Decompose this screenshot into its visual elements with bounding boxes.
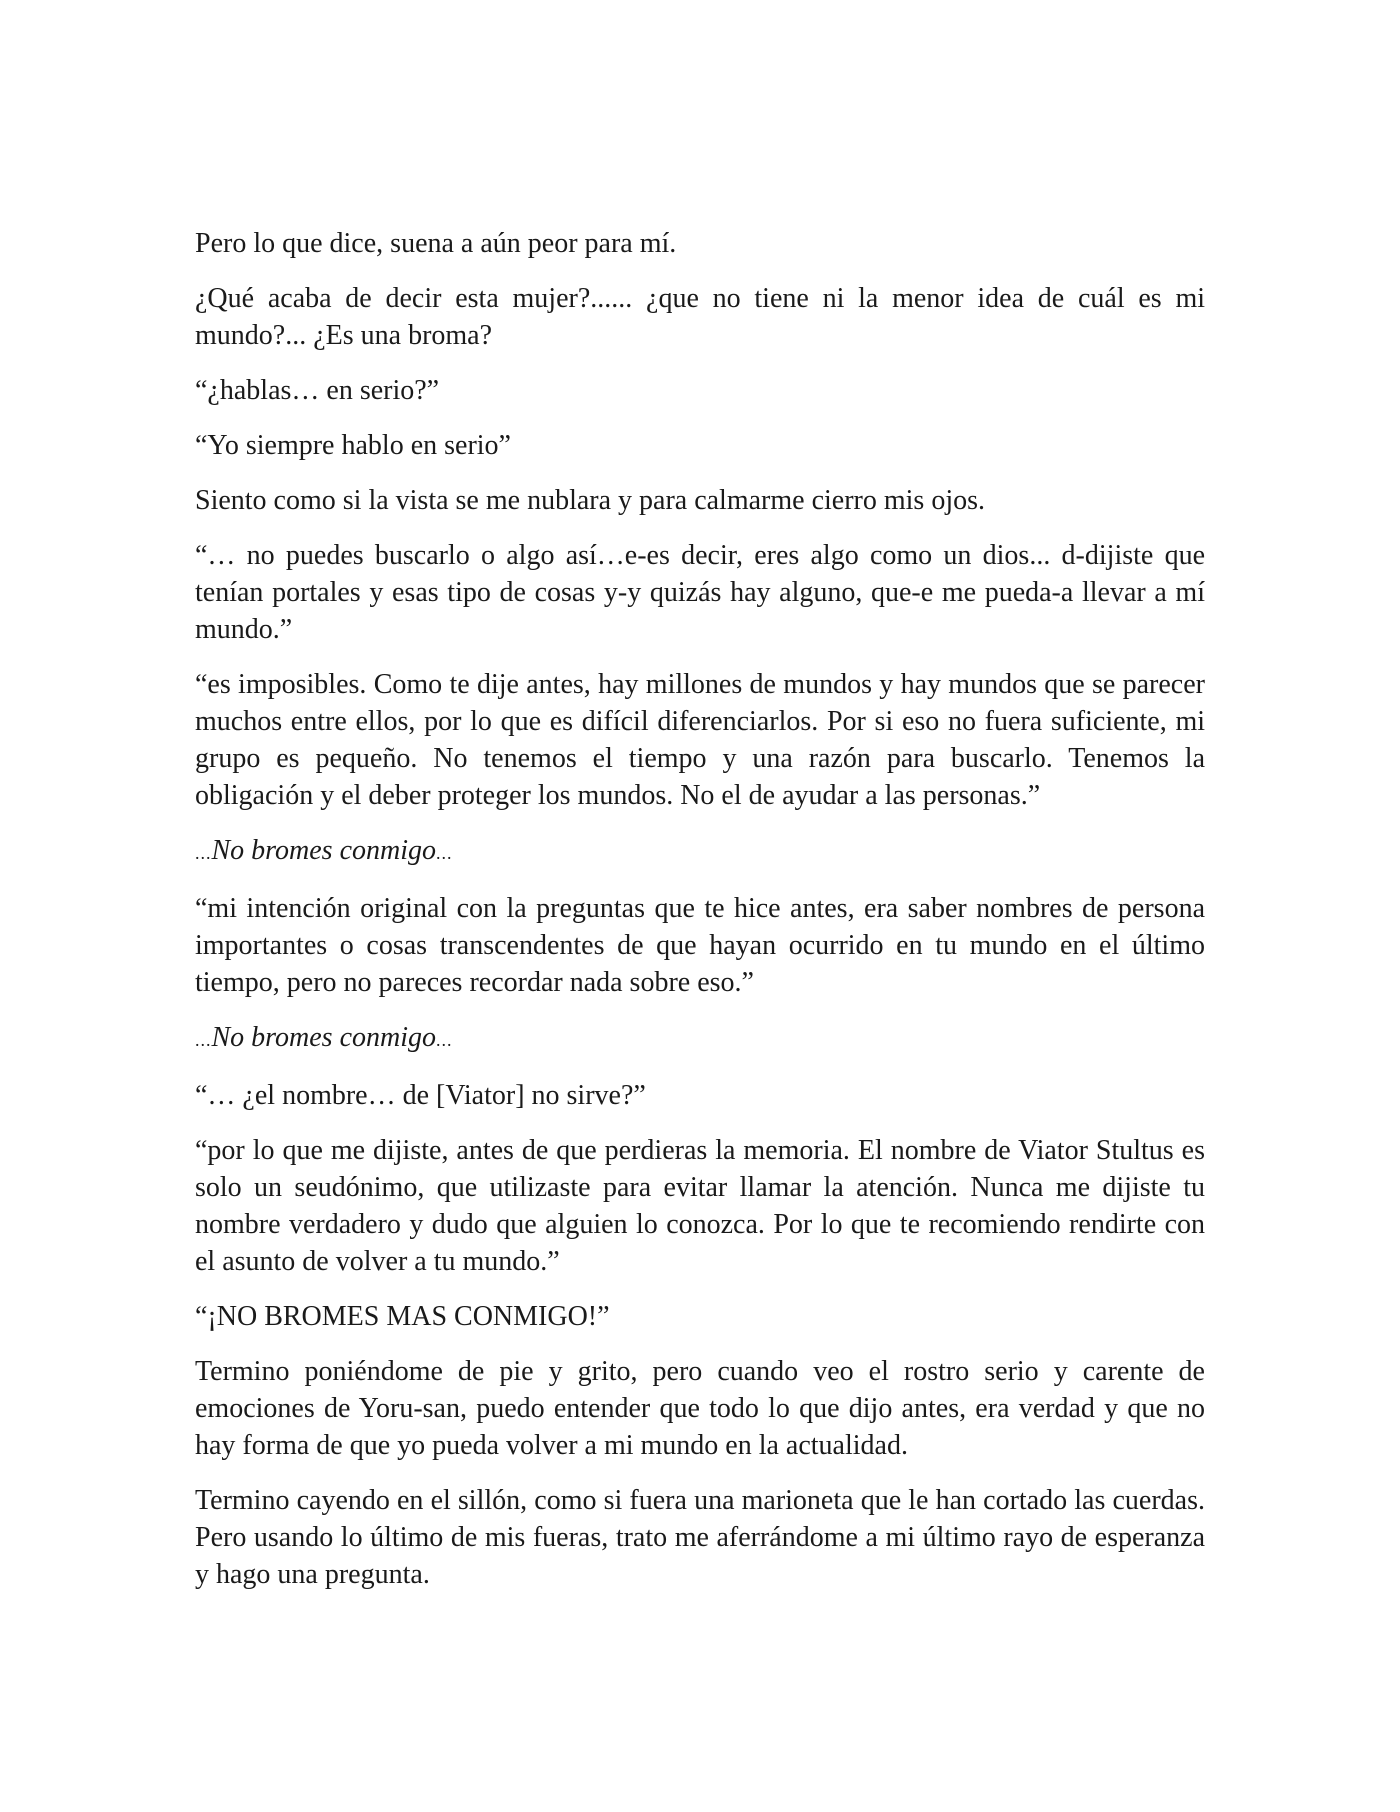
paragraph-11: “… ¿el nombre… de [Viator] no sirve?” xyxy=(195,1080,646,1111)
paragraph-9: “mi intención original con la preguntas que te hice antes, era saber nombres de persona importantes o cosas transcendentes de que hayan ocurrido en tu mundo en el último tiempo, pero no pareces recordar nada sobre eso.” xyxy=(195,893,1205,998)
paragraph-13: “¡NO BROMES MAS CONMIGO!” xyxy=(195,1301,610,1332)
inner-thought-2 xyxy=(195,1019,1205,1059)
paragraph-6: “… no puedes buscarlo o algo así…e-es decir, eres algo como un dios... d-dijiste que tenían portales y esas tipo de cosas y-y quizás hay alguno, que-e me pueda-a llevar a mí mundo.” xyxy=(195,540,1205,645)
inner-thought-1 xyxy=(195,832,1205,872)
paragraph-14: Termino poniéndome de pie y grito, pero cuando veo el rostro serio y carente de emociones de Yoru-san, puedo entender que todo lo que dijo antes, era verdad y que no hay forma de que yo pueda volver a mi mundo en la actualidad. xyxy=(195,1356,1205,1461)
paragraph-4: “Yo siempre hablo en serio” xyxy=(195,430,511,461)
paragraph-2: ¿Qué acaba de decir esta mujer?...... ¿que no tiene ni la menor idea de cuál es mi mundo?... ¿Es una broma? xyxy=(195,283,1205,351)
paragraph-5: Siento como si la vista se me nublara y para calmarme cierro mis ojos. xyxy=(195,485,985,516)
paragraph-3: “¿hablas… en serio?” xyxy=(195,375,440,406)
inner-thought-text: No bromes conmigo xyxy=(211,1022,437,1053)
paragraph-7: “es imposibles. Como te dije antes, hay millones de mundos y hay mundos que se parecer muchos entre ellos, por lo que es difícil diferenciarlos. Por si eso no fuera suficiente, mi grupo es pequeño. No tenemos el tiempo y una razón para buscarlo. Tenemos la obligación y el deber proteger los mundos. No el de ayudar a las personas.” xyxy=(195,669,1205,811)
paragraph-15: Termino cayendo en el sillón, como si fuera una marioneta que le han cortado las cuerdas. Pero usando lo último de mis fueras, trato me aferrándome a mi último rayo de esperanza y hago una pregunta. xyxy=(195,1485,1205,1590)
ellipsis-trailing: ... xyxy=(436,1030,453,1050)
inner-thought-text: No bromes conmigo xyxy=(211,835,437,866)
ellipsis-leading: ... xyxy=(195,1030,212,1050)
ellipsis-trailing: ... xyxy=(436,843,453,863)
paragraph-1: Pero lo que dice, suena a aún peor para mí. xyxy=(195,228,677,259)
document-body xyxy=(195,225,1205,1611)
ellipsis-leading: ... xyxy=(195,843,212,863)
paragraph-12: “por lo que me dijiste, antes de que perdieras la memoria. El nombre de Viator Stultus es solo un seudónimo, que utilizaste para evitar llamar la atención. Nunca me dijiste tu nombre verdadero y dudo que alguien lo conozca. Por lo que te recomiendo rendirte con el asunto de volver a tu mundo.” xyxy=(195,1135,1205,1277)
